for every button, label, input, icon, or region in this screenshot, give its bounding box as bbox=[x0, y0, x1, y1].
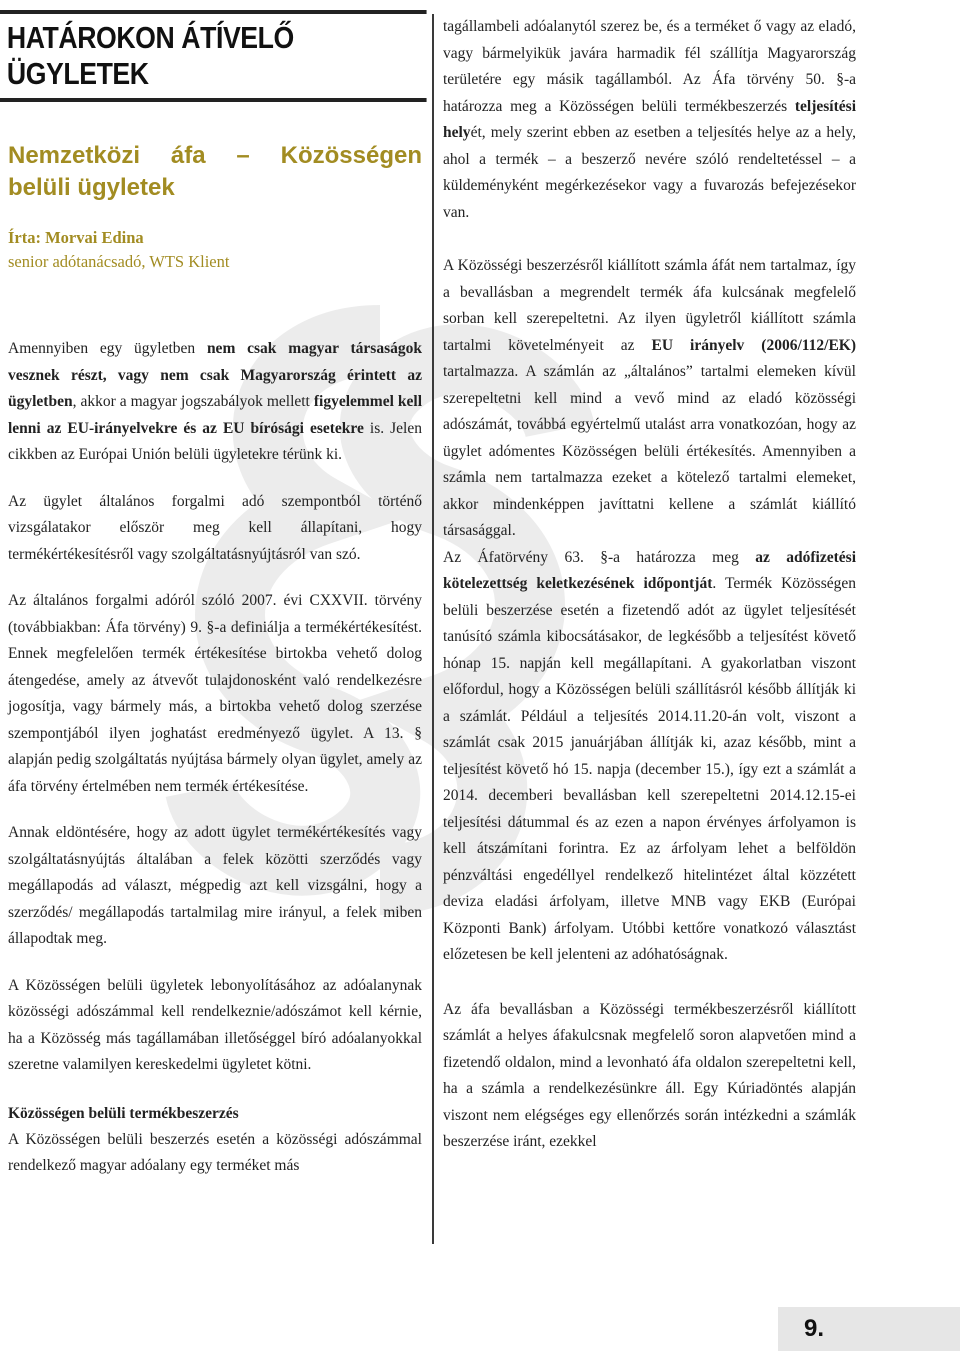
paragraph: Az ügylet általános forgalmi adó szempontból történő vizsgálatakor először meg kell állapítani, hogy termékértékesítésről vagy szolgáltatásnyújtásról van szó. bbox=[8, 492, 422, 563]
author-name: Írta: Morvai Edina bbox=[8, 228, 144, 247]
paragraph: A Közösségen belüli beszerzés esetén a közösségi adószámmal rendelkező magyar adóalany egy terméket más bbox=[8, 1130, 422, 1174]
right-column bbox=[443, 14, 856, 1156]
emphasis-text: teljesítési hely bbox=[443, 97, 856, 141]
emphasis-text: EU irányelv (2006/112/EK) bbox=[651, 336, 857, 354]
text-run: is. Jelen cikkben az Európai Unión belüli ügyletekre térünk ki. bbox=[8, 419, 422, 463]
page-number: 9. bbox=[778, 1307, 960, 1351]
text-run: . Termék Közösségen belüli beszerzése esetén a fizetendő adót az ügylet teljesítését tanúsító számla kibocsátásakor, de legkésőbb a teljesítést követő hónap 15. napján kell megállapítani. A gyakorlatban viszont előfordul, hogy a Közösségen belüli szállításról később állítják ki a számlát. Például a teljesítés 2014.11.20-án volt, viszont a számlát csak 2015 januárjában állítják ki, azaz később, mint a teljesítést követő hó 15. napja (december 15.), így ezt a számlát a 2014. decemberi bevallásban kell szerepeltetni 2014.12.15-ei teljesítési dátummal és az ezen a napon érvényes árfolyamon is kell átszámítani forintra. Ez az árfolyam lehet a belföldön pénzváltási engedéllyel rendelkező hitelintézet által közzétett deviza eladási árfolyam, illetve MNB vagy EKB (Európai Központi Bank) árfolyam. Utóbbi kettőre vonatkozó választást előzetesen be kell jelenteni az adóhatóságnak. bbox=[443, 575, 856, 963]
paragraph: Az áfa bevallásban a Közösségi termékbeszerzésről kiállított számlát a helyes áfakulcsnak megfelelő soron alapvetően mind a fizetendő oldalon, mind a levonható áfa oldalon szerepeltetni kell, ha a számla a rendelkezésünkre áll. Egy Kúriadöntés alapján viszont nem elégséges egy ellenőrzés során intézkedni a számlák beszerzése iránt, ezekkel bbox=[443, 1000, 856, 1150]
text-run: A Közösségi beszerzésről kiállított számla áfát nem tartalmaz, így a bevallásban a megrendelt termék áfa kulcsának megfelelő sorban kell szerepeltetni. Az ilyen ügyletről kiállított számla tartalmi követelményeit az bbox=[443, 257, 856, 354]
subheading: Közösségen belüli termékbeszerzés bbox=[8, 1104, 239, 1122]
paragraph: A Közösségen belüli ügyletek lebonyolításához az adóalanynak közösségi adószámmal kell rendelkeznie/adószámot kell kérnie, ha a Közösség más tagállamában illetőséggel bíró adóalanyokkal szeretne valamilyen kereskedelmi ügyletet kötni. bbox=[8, 976, 422, 1073]
article-title-line2: belüli ügyletek bbox=[8, 174, 175, 201]
text-run: ét, mely szerint ebben az esetben a teljesítés helye az a hely, ahol a termék – a beszerző nevére szóló rendeltetéssel – a küldeményként megérkezésekor vagy a fuvarozás befejezésekor van. bbox=[443, 124, 856, 221]
paragraph: Annak eldöntésére, hogy az adott ügylet termékértékesítés vagy szolgáltatásnyújtás általában a felek közötti szerződés vagy megállapodás ad választ, mégpedig azt kell vizsgálni, hogy a szerződés/ megállapodás tartalmilag mire irányul, a felek miben állapodtak meg. bbox=[8, 824, 422, 947]
text-run: , akkor a magyar jogszabályok mellett bbox=[72, 393, 314, 410]
emphasis-text: az adófizetési kötelezettség keletkezésének időpontját bbox=[443, 548, 857, 592]
text-run: tartalmazza. A számlán az „általános” tartalmi elemeken kívül szerepeltetni kell mind a vevő mind az eladó közösségi adószámát, továbbá egyértelmű utalást arra vonatkozóan, hogy az ügylet adómentes Közösségen belüli értékesítés. Amennyiben a számla nem tartalmazza ezeket a kötelező tartalmi elemeket, akkor mindenképpen javíttatni kellene a számlát kiállító társasággal. bbox=[443, 363, 856, 539]
paragraph bbox=[443, 14, 856, 226]
section-tag: HATÁROKON ÁTÍVELŐ ÜGYLETEK bbox=[0, 10, 427, 102]
text-run: Amennyiben egy ügyletben bbox=[8, 340, 207, 357]
emphasis-text: nem csak magyar társaságok vesznek részt, vagy nem csak Magyarország érintett az ügyletben bbox=[8, 340, 422, 410]
intro-paragraph bbox=[8, 336, 422, 469]
paragraph bbox=[443, 545, 856, 969]
text-run: tagállambeli adóalanytól szerez be, és a terméket ő vagy az eladó, vagy bármelyikük javára harmadik fél szállítja Magyarország területére egy másik tagállamból. Az Áfa törvény 50. §-a határozza meg a Közösségen belüli termékbeszerzés bbox=[443, 18, 856, 115]
column-divider bbox=[432, 14, 434, 1244]
byline bbox=[8, 226, 422, 274]
text-run: Az Áfatörvény 63. §-a határozza meg bbox=[443, 548, 756, 566]
article-title bbox=[8, 140, 422, 204]
author-role: senior adótanácsadó, WTS Klient bbox=[8, 252, 230, 271]
left-column bbox=[8, 0, 422, 1180]
paragraph: Az általános forgalmi adóról szóló 2007. évi CXXVII. törvény (továbbiakban: Áfa törvény) 9. §-a definiálja a termékértékesítést. Ennek megfelelően termék értékesítése birtokba vehető dolog átengedése, amely az átvevőt tulajdonosként való rendelkezésre jogosítja, vagy bármely más, a birtokba vehető dolog szerzése szempontjából ilyen joghatást eredményező ügylet. A 13. § alapján pedig szolgáltatás nyújtása bármely olyan ügylet, amely az áfa törvény értelmében nem termék értékesítése. bbox=[8, 592, 422, 795]
emphasis-text: figyelemmel kell lenni az EU-irányelvekre és az EU bírósági esetekre bbox=[8, 393, 422, 437]
article-title-line1: Nemzetközi áfa – Közösségen bbox=[8, 142, 422, 169]
paragraph bbox=[443, 253, 856, 545]
